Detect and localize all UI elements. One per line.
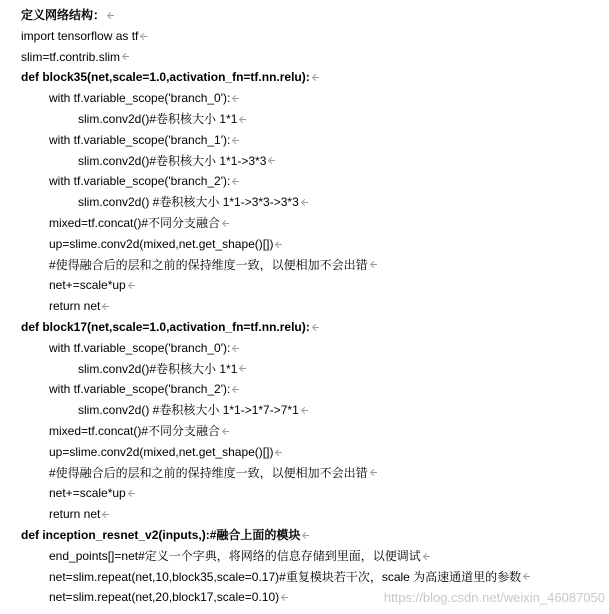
line-text: end_points[]=net#定义一个字典，将网络的信息存储到里面，以便调试: [49, 548, 421, 563]
line-text: mixed=tf.concat()#不同分支融合: [49, 424, 221, 438]
paragraph-mark-icon: [275, 241, 283, 249]
paragraph-mark-icon: [275, 449, 283, 457]
paragraph-mark-icon: [239, 116, 247, 124]
doc-line-def-block35: [0, 67, 320, 88]
doc-line-comment-dims: [0, 255, 378, 276]
doc-line-def-block17: [0, 317, 320, 338]
doc-line-comment-dims: [0, 463, 378, 484]
paragraph-mark-icon: [222, 428, 230, 436]
doc-line-conv-3x3x2: [0, 192, 309, 213]
line-text: def block35(net,scale=1.0,activation_fn=tf.nn.relu):: [21, 70, 310, 85]
paragraph-mark-icon: [281, 594, 289, 602]
paragraph-mark-icon: [140, 33, 148, 41]
line-text: slim.conv2d()#卷积核大小 1*1->3*3: [78, 153, 267, 168]
paragraph-mark-icon: [312, 324, 320, 332]
doc-line-net-add: [0, 483, 136, 504]
paragraph-mark-icon: [232, 178, 240, 186]
doc-line-mixed: [0, 421, 230, 442]
paragraph-mark-icon: [102, 511, 110, 519]
doc-line-with-branch2: [0, 171, 240, 192]
doc-line-def-inception: [0, 525, 310, 546]
paragraph-mark-icon: [423, 553, 431, 561]
doc-line-with-branch0: [0, 338, 240, 359]
paragraph-mark-icon: [370, 261, 378, 269]
line-text: with tf.variable_scope('branch_2'):: [49, 382, 231, 397]
line-text: with tf.variable_scope('branch_1'):: [49, 132, 231, 147]
line-text: with tf.variable_scope('branch_0'):: [49, 91, 231, 106]
line-text: return net: [49, 507, 101, 522]
paragraph-mark-icon: [232, 386, 240, 394]
doc-line-slim: [0, 47, 130, 68]
doc-line-return: [0, 296, 110, 317]
doc-line-with-branch1: [0, 130, 240, 151]
line-text: slim.conv2d()#卷积核大小 1*1: [78, 361, 238, 376]
paragraph-mark-icon: [301, 199, 309, 207]
paragraph-mark-icon: [232, 137, 240, 145]
paragraph-mark-icon: [370, 469, 378, 477]
doc-line-end-points: [0, 546, 431, 567]
doc-line-conv-1x7: [0, 400, 309, 421]
doc-line-up: [0, 442, 283, 463]
doc-line-repeat-block35: [0, 567, 531, 588]
line-text: net=slim.repeat(net,20,block17,scale=0.10): [49, 590, 280, 605]
doc-line-net-add: [0, 275, 136, 296]
doc-line-conv-1x1: [0, 109, 247, 130]
doc-line-with-branch2: [0, 379, 240, 400]
line-text: up=slime.conv2d(mixed,net.get_shape()[]): [49, 236, 274, 251]
doc-line-import: [0, 26, 148, 47]
line-text: return net: [49, 299, 101, 314]
watermark: https://blog.csdn.net/weixin_46087050: [383, 590, 605, 605]
doc-line-up: [0, 234, 283, 255]
line-text: up=slime.conv2d(mixed,net.get_shape()[]): [49, 444, 274, 459]
line-text: mixed=tf.concat()#不同分支融合: [49, 216, 221, 230]
line-text: 定义网络结构：: [21, 8, 106, 22]
line-text: net+=scale*up: [49, 486, 126, 501]
doc-line-conv-1x1: [0, 359, 247, 380]
line-text: slim=tf.contrib.slim: [21, 49, 121, 64]
line-text: slim.conv2d() #卷积核大小 1*1->1*7->7*1: [78, 403, 299, 418]
paragraph-mark-icon: [232, 95, 240, 103]
line-text: import tensorflow as tf: [21, 28, 139, 43]
paragraph-mark-icon: [302, 532, 310, 540]
paragraph-mark-icon: [312, 74, 320, 82]
line-text: #使得融合后的层和之前的保持维度一致，以便相加不会出错: [49, 257, 368, 272]
paragraph-mark-icon: [128, 282, 136, 290]
paragraph-mark-icon: [102, 303, 110, 311]
line-text: slim.conv2d() #卷积核大小 1*1->3*3->3*3: [78, 195, 299, 210]
doc-line-mixed: [0, 213, 230, 234]
line-text: def block17(net,scale=1.0,activation_fn=tf.nn.relu):: [21, 320, 310, 334]
paragraph-mark-icon: [268, 157, 276, 165]
paragraph-mark-icon: [523, 573, 531, 581]
line-text: net+=scale*up: [49, 278, 126, 293]
line-text: slim.conv2d()#卷积核大小 1*1: [78, 112, 238, 126]
doc-line-with-branch0: [0, 88, 240, 109]
doc-line-return: [0, 504, 110, 525]
doc-line-section-title: [0, 5, 115, 26]
paragraph-mark-icon: [107, 12, 115, 20]
paragraph-mark-icon: [239, 365, 247, 373]
paragraph-mark-icon: [232, 345, 240, 353]
line-text: net=slim.repeat(net,10,block35,scale=0.17)#重复模块若干次，scale 为高速通道里的参数: [49, 569, 522, 584]
paragraph-mark-icon: [128, 490, 136, 498]
line-text: def inception_resnet_v2(inputs,):#融合上面的模块: [21, 528, 301, 542]
doc-line-repeat-block17: [0, 587, 289, 608]
line-text: #使得融合后的层和之前的保持维度一致，以便相加不会出错: [49, 465, 368, 480]
line-text: with tf.variable_scope('branch_0'):: [49, 340, 231, 355]
paragraph-mark-icon: [222, 220, 230, 228]
doc-line-conv-3x3: [0, 151, 276, 172]
paragraph-mark-icon: [122, 53, 130, 61]
paragraph-mark-icon: [301, 407, 309, 415]
line-text: with tf.variable_scope('branch_2'):: [49, 174, 231, 189]
